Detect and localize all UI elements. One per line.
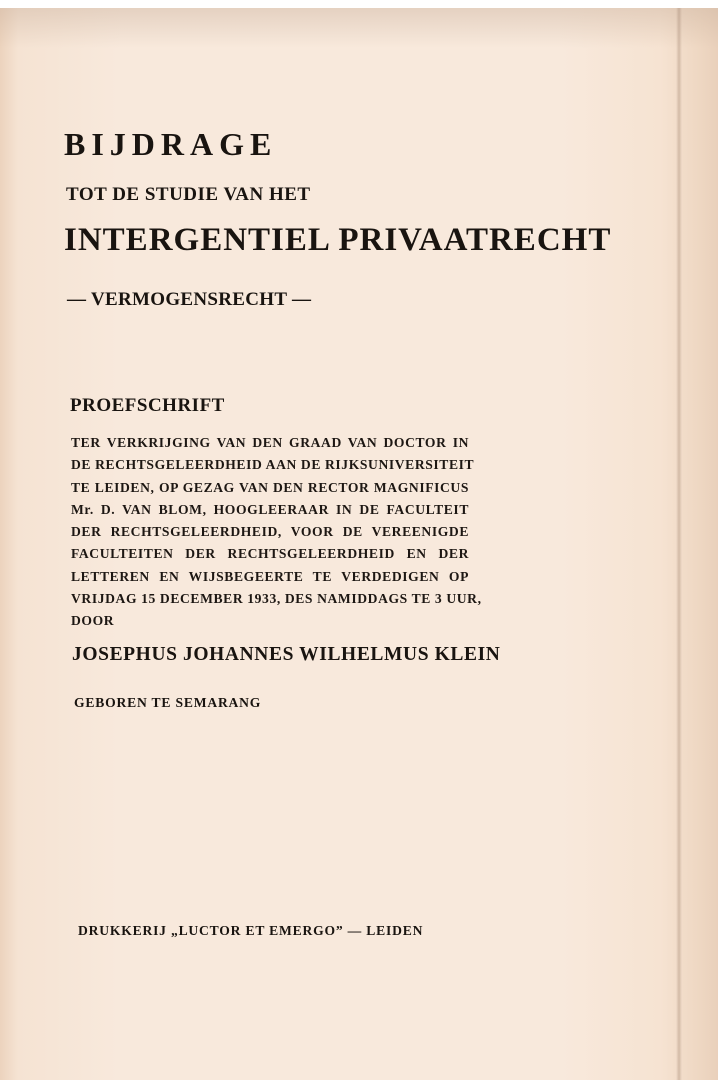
dissertation-line: TE LEIDEN, OP GEZAG VAN DEN RECTOR MAGNIFICUS xyxy=(71,479,469,495)
dissertation-line: FACULTEITEN DER RECHTSGELEERDHEID EN DER xyxy=(71,546,469,562)
dissertation-line: TER VERKRIJGING VAN DEN GRAAD VAN DOCTOR IN xyxy=(71,435,469,450)
author-name: JOSEPHUS JOHANNES WILHELMUS KLEIN xyxy=(72,644,501,665)
dissertation-line: Mr. D. VAN BLOM, HOOGLEERAAR IN DE FACULTEIT xyxy=(71,501,469,517)
title: BIJDRAGE xyxy=(64,126,278,162)
page-shadow xyxy=(0,8,718,48)
document-type: PROEFSCHRIFT xyxy=(70,395,225,416)
printer-imprint: DRUKKERIJ „LUCTOR ET EMERGO” — LEIDEN xyxy=(78,923,424,938)
dissertation-line: LETTEREN EN WIJSBEGEERTE TE VERDEDIGEN OP xyxy=(71,568,469,584)
birthplace: GEBOREN TE SEMARANG xyxy=(74,695,262,710)
dissertation-line: VRIJDAG 15 DECEMBER 1933, DES NAMIDDAGS TE 3 UUR, xyxy=(71,591,482,607)
page-edge xyxy=(676,8,682,1080)
dissertation-statement xyxy=(71,432,482,633)
main-title: INTERGENTIEL PRIVAATRECHT xyxy=(64,222,612,258)
dissertation-line: DOOR xyxy=(71,613,115,629)
section-title: — VERMOGENSRECHT — xyxy=(67,289,312,310)
title-page xyxy=(0,8,718,1080)
dissertation-line: DER RECHTSGELEERDHEID, VOOR DE VEREENIGDE xyxy=(71,524,469,540)
dissertation-line: DE RECHTSGELEERDHEID AAN DE RIJKSUNIVERSITEIT xyxy=(71,457,475,473)
subtitle: TOT DE STUDIE VAN HET xyxy=(66,184,311,205)
